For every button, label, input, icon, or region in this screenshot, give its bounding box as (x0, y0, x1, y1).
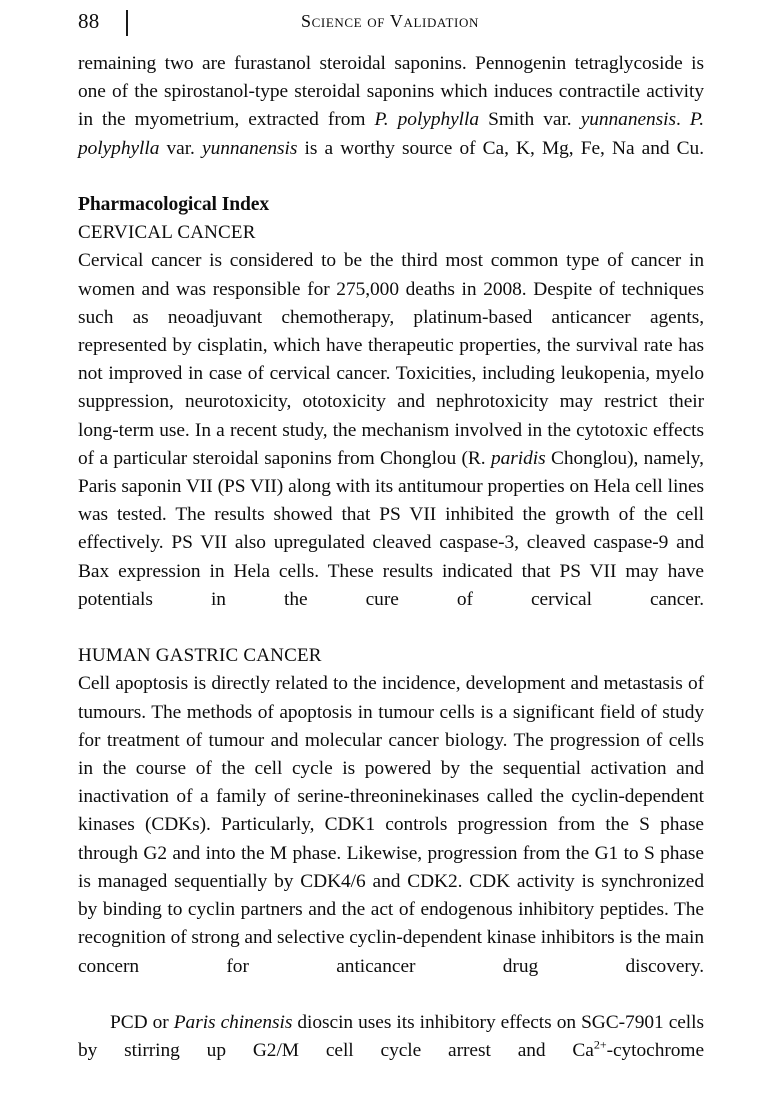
subsection-heading-cervical-cancer: CERVICAL CANCER (78, 222, 256, 244)
gastric-cancer-paragraph-1: Cell apoptosis is directly related to the incidence, development and metastasis of tumours. The methods of apoptosis in tumour cells is a significant field of study for treatment of tumour and molecular cancer biology. The progression of cells in the course of the cell cycle is powered by the sequential activation and inactivation of a family of serine-threoninekinases called the cyclin-dependent kinases (CDKs). Particularly, CDK1 controls progression from the S phase through G2 and into the M phase. Likewise, progression from the G1 to S phase is managed sequentially by CDK4/6 and CDK2. CDK activity is synchronized by binding to cyclin partners and the act of endogenous inhibitory peptides. The recognition of strong and selective cyclin-dependent kinase inhibitors is the main concern for anticancer drug discovery. (78, 673, 704, 977)
intro-text-2: Smith var. (479, 109, 581, 131)
text-column (78, 50, 704, 1094)
intro-text-5: is a worthy source of Ca, K, Mg, Fe, Na and Cu. (297, 137, 704, 159)
pcd-text-3: -cytochrome (606, 1040, 704, 1062)
section-heading-pharmacological-index: Pharmacological Index (78, 194, 270, 216)
intro-paragraph (78, 50, 704, 191)
species-name-1: P. polyphylla (374, 109, 480, 131)
calcium-ion-superscript: 2+ (593, 1037, 607, 1052)
cervical-text-1: Cervical cancer is considered to be the third most common type of cancer in women and was responsible for 275,000 deaths in 2008. Despite of techniques such as neoadjuvant chemotherapy, platinum-based anticancer agents, represented by cisplatin, which have therapeutic properties, the survival rate has not improved in case of cervical cancer. Toxicities, including leukopenia, myelo suppression, neurotoxicity, ototoxicity and nephrotoxicity may restrict their long-term use. In a recent study, the mechanism involved in the cytotoxic effects of a particular steroidal saponins from Chonglou (R. (78, 250, 704, 469)
gastric-cancer-paragraph-2 (78, 1009, 704, 1094)
subsection-heading-human-gastric-cancer: HUMAN GASTRIC CANCER (78, 645, 322, 667)
species-name-paris-chinensis: Paris chinensis (173, 1011, 293, 1033)
pcd-text-2: dioscin uses its inhibitory effects on SGC-7901 cells by stirring up G2/M cell cycle arrest and Ca (78, 1011, 704, 1062)
intro-text-3: . (676, 109, 690, 131)
running-head (78, 8, 702, 38)
species-name-4: yunnanensis (202, 137, 298, 159)
species-name-paridis: paridis (490, 447, 546, 469)
running-title: Science of Validation (301, 11, 479, 31)
page-number: 88 (78, 9, 100, 33)
cervical-text-2: Chonglou), namely, Paris saponin VII (PS VII) along with its antitumour properties on Hela cell lines was tested. The results showed that PS VII inhibited the growth of the cell effectively. PS VII also upregulated cleaved caspase-3, cleaved caspase-9 and Bax expression in Hela cells. These results indicated that PS VII may have potentials in the cure of cervical cancer. (78, 447, 704, 610)
cervical-cancer-paragraph (78, 247, 704, 642)
species-name-3: P. polyphylla (78, 109, 704, 159)
species-name-2: yunnanensis (580, 109, 677, 131)
intro-text-4: var. (159, 137, 203, 159)
pcd-text-1: PCD or (110, 1011, 174, 1033)
intro-text-1: remaining two are furastanol steroidal saponins. Pennogenin tetraglycoside is one of the spirostanol-type steroidal saponins which induces contractile activity in the myometrium, extracted from (78, 53, 704, 131)
